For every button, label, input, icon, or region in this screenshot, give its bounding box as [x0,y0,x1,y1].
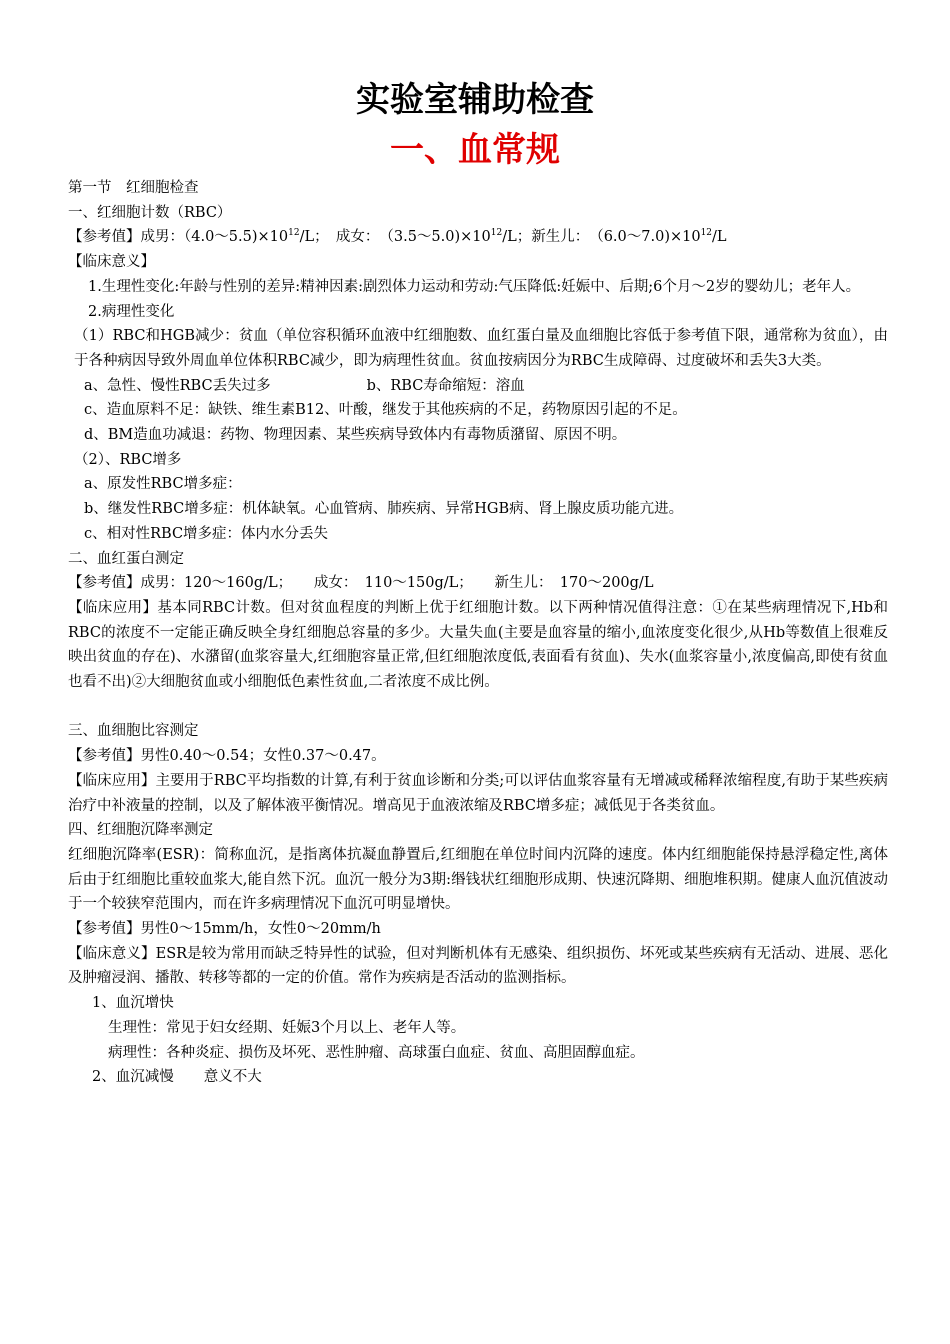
paragraph: 1.生理性变化:年龄与性别的差异:精神因素:剧烈体力运动和劳动:气压降低:妊娠中、后期;6个月～2岁的婴幼儿；老年人。 [88,278,861,295]
item-heading: 三、血细胞比容测定 [68,723,199,740]
paragraph: 【临床意义】ESR是较为常用而缺乏特异性的试验，但对判断机体有无感染、组织损伤、坏死或某些疾病有无活动、进展、恶化及肿瘤浸润、播散、转移等都的一定的价值。常作为疾病是否活动的监测指标。 [68,945,888,987]
paragraph: （1）RBC和HGB减少：贫血（单位容积循环血液中红细胞数、血红蛋白量及血细胞比容低于参考值下限，通常称为贫血），由于各种病因导致外周血单位体积RBC减少，即为病理性贫血。贫血按病因分为RBC生成障碍、过度破坏和丢失3大类。 [74,328,888,369]
spacer [68,695,888,720]
list-item: a、急性、慢性RBC丢失过多 b、RBC寿命缩短：溶血 [84,377,525,394]
subheading: （2）、RBC增多 [74,451,182,468]
paragraph: 【临床应用】主要用于RBC平均指数的计算,有利于贫血诊断和分类;可以评估血浆容量有无增减或稀释浓缩程度,有助于某些疾病治疗中补液量的控制，以及了解体液平衡情况。增高见于血液浓缩及RBC增多症；减低见于各类贫血。 [68,772,888,814]
item-heading: 四、红细胞沉降率测定 [68,822,213,839]
list-item: d、BM造血功减退：药物、物理因素、某些疾病导致体内有毒物质潴留、原因不明。 [84,427,627,444]
subheading: 2、血沉减慢 意义不大 [92,1069,262,1086]
paragraph: 【临床应用】基本同RBC计数。但对贫血程度的判断上优于红细胞计数。以下两种情况值得注意：①在某些病理情况下,Hb和RBC的浓度不一定能正确反映全身红细胞总容量的多少。大量失血(主要是血容量的缩小,血浓度变化很少,从Hb等数值上很难反映出贫血的存在)、水潴留(血浆容量大,红细胞容量正常,但红细胞浓度低,表面看有贫血)、失水(血浆容量小,浓度偏高,即使有贫血也看不出)②大细胞贫血或小细胞低色素性贫血,二者浓度不成比例。 [68,599,888,691]
reference-value-line: 【参考值】男性0.40～0.54；女性0.37～0.47。 [68,748,386,765]
section-heading: 第一节 红细胞检查 [68,180,199,196]
list-item: a、原发性RBC增多症： [84,476,242,493]
list-item: c、相对性RBC增多症：体内水分丢失 [84,525,329,542]
list-item: b、继发性RBC增多症：机体缺氧。心血管病、肺疾病、异常HGB病、肾上腺皮质功能亢进。 [84,501,684,518]
reference-value-line: 【参考值】男性0～15mm/h，女性0～20mm/h [68,921,381,938]
item-heading: 一、红细胞计数（RBC） [68,204,232,221]
item-heading: 二、血红蛋白测定 [68,550,184,567]
reference-value-line: 【参考值】成男：$(4.0\sim 5.5)\times 10^{12}/L$； 成女： $(3.5\sim 5.0)\times 10^{12}/L$；新生儿： $(6.0\sim 7.0)\times 10^{12}/L$ [68,228,727,246]
list-item: 病理性：各种炎症、损伤及坏死、恶性肿瘤、高球蛋白血症、贫血、高胆固醇血症。 [108,1044,645,1061]
document-body [68,176,888,1090]
list-item: c、造血原料不足：缺铁、维生素B12、叶酸，继发于其他疾病的不足，药物原因引起的不足。 [84,402,687,419]
paragraph: 红细胞沉降率(ESR)：简称血沉，是指离体抗凝血静置后,红细胞在单位时间内沉降的速度。体内红细胞能保持悬浮稳定性,离体后由于红细胞比重较血浆大,能自然下沉。血沉一般分为3期:缗钱状红细胞形成期、快速沉降期、细胞堆积期。健康人血沉值波动于一个较狭窄范围内，而在许多病理情况下血沉可明显增快。 [68,846,888,913]
document-title: 实验室辅助检查 [356,80,594,120]
subheading: 1、血沉增快 [92,995,174,1012]
subheading: 2.病理性变化 [88,303,175,320]
document-subtitle: 一、血常规 [390,130,560,170]
reference-value-line: 【参考值】成男：120～160g/L； 成女： 110～150g/L； 新生儿： 170～200g/L [68,575,654,592]
list-item: 生理性：常见于妇女经期、妊娠3个月以上、老年人等。 [108,1019,466,1036]
clinical-significance-label: 【临床意义】 [68,254,155,271]
